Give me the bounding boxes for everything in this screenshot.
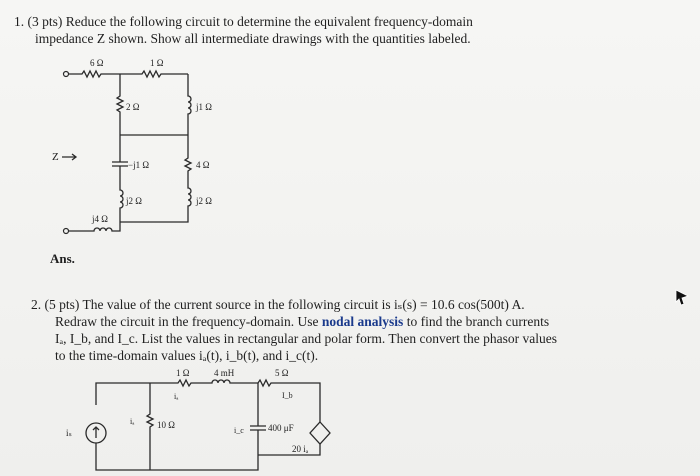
z-label: Z	[52, 151, 59, 163]
r10-label: 10 Ω	[157, 420, 175, 430]
problem1-line2: impedance Z shown. Show all intermediate drawings with the quantities labeled.	[35, 31, 471, 46]
r4-label: 4 Ω	[196, 160, 210, 170]
ic-label: i_c	[234, 426, 244, 435]
problem2-line3: Iₐ, I_b, and I_c. List the values in rectangular and polar form. Then convert the phasor values	[55, 331, 558, 346]
is-label: iₛ	[66, 428, 72, 438]
xj4-label: j4 Ω	[92, 214, 108, 224]
xj2b-label: j2 Ω	[196, 196, 212, 206]
xc1-label: −j1 Ω	[128, 160, 150, 170]
ia2-label: iₐ	[174, 392, 179, 401]
xj2a-label: j2 Ω	[126, 196, 142, 206]
r1-label: 1 Ω	[150, 58, 164, 68]
nodal-analysis-emphasis: nodal analysis	[321, 314, 404, 329]
problem2-line1: The value of the current source in the following circuit is iₛ(s) = 10.6 cos(500t) A.	[82, 297, 525, 312]
c2-r1-label: 1 Ω	[176, 368, 190, 378]
problem1-line1: Reduce the following circuit to determine the equivalent frequency-domain	[65, 14, 473, 29]
r2-label: 2 Ω	[126, 102, 140, 112]
c-label: 400 μF	[268, 423, 294, 433]
ia-label: iₐ	[130, 417, 135, 426]
problem1-number: 1.	[14, 14, 25, 29]
problem2-number: 2.	[31, 297, 42, 312]
c2-r5-label: 5 Ω	[275, 368, 289, 378]
ib-label: I_b	[282, 391, 293, 400]
problem2-line2-b: to find the branch currents	[403, 314, 550, 329]
problem2-line2-a: Redraw the circuit in the frequency-domain. Use	[55, 314, 322, 329]
problem1-points: (3 pts)	[27, 14, 63, 29]
problem2-points: (5 pts)	[44, 297, 80, 312]
c2-l-label: 4 mH	[214, 368, 235, 378]
answer-label: Ans.	[50, 251, 75, 266]
r6-label: 6 Ω	[90, 58, 104, 68]
dep-label: 20 iₐ	[292, 444, 309, 454]
problem2-line4: to the time-domain values iₐ(t), i_b(t), and i_c(t).	[55, 348, 319, 363]
xj1-label: j1 Ω	[196, 102, 212, 112]
